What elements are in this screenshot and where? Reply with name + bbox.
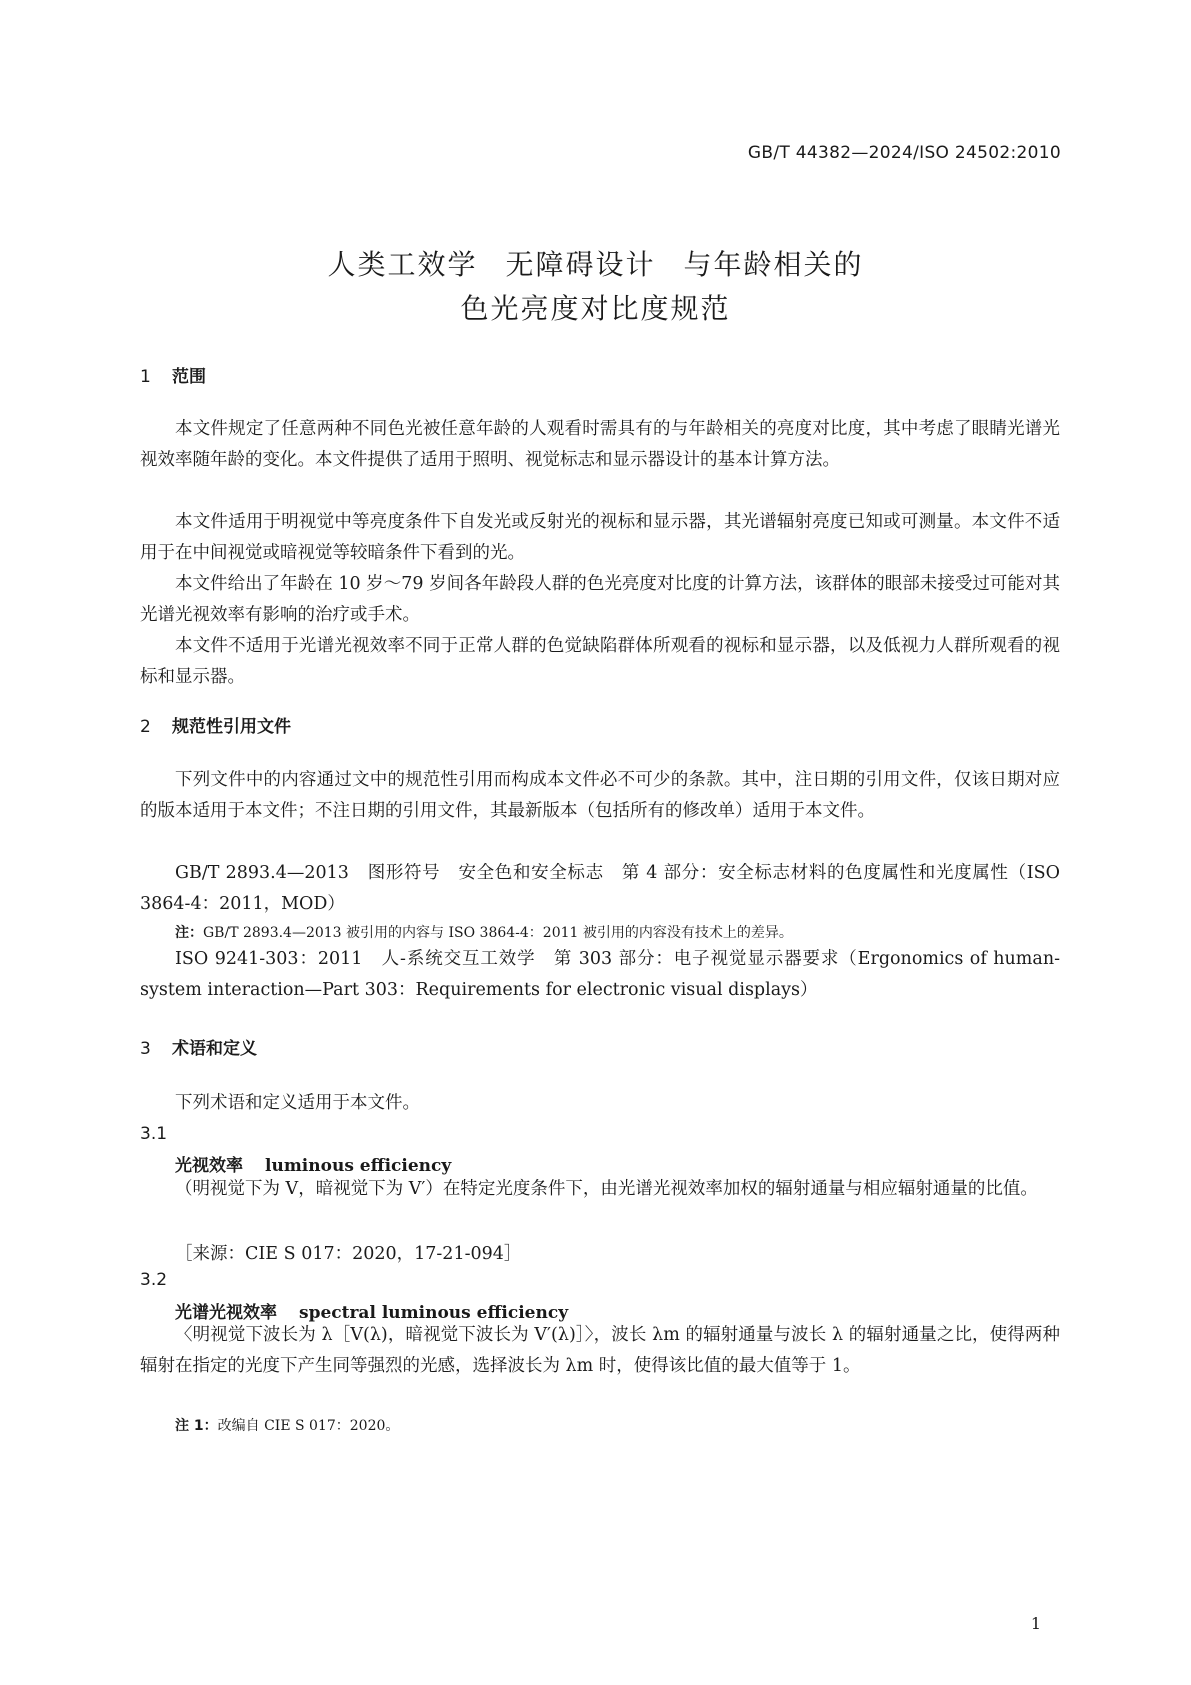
- note-text: 改编自 CIE S 017：2020。: [217, 1418, 400, 1434]
- normative-note: [175, 922, 793, 942]
- term-zh: 光谱光视效率: [175, 1303, 277, 1323]
- document-title-line1: [0, 243, 1191, 283]
- term-3-1-source: ［来源：CIE S 017：2020，17-21-094］: [175, 1244, 522, 1264]
- section-title: 规范性引用文件: [172, 717, 291, 737]
- scope-paragraph-3: 本文件给出了年龄在 10 岁～79 岁间各年龄段人群的色光亮度对比度的计算方法，该群体的眼部未接受过可能对其光谱光视效率有影响的治疗或手术。: [140, 574, 1060, 625]
- scope-paragraph-4: 本文件不适用于光谱光视效率不同于正常人群的色觉缺陷群体所观看的视标和显示器，以及低视力人群所观看的视标和显示器。: [140, 636, 1060, 687]
- normative-reference-2: ISO 9241-303：2011 人-系统交互工效学 第 303 部分：电子视觉显示器要求（Ergonomics of human-system interaction—Part 303：Requirements for electronic visual displays）: [140, 949, 1060, 1000]
- section-title: 术语和定义: [172, 1039, 257, 1059]
- term-3-1: [175, 1151, 451, 1176]
- scope-paragraph-1: 本文件规定了任意两种不同色光被任意年龄的人观看时需具有的与年龄相关的亮度对比度，其中考虑了眼睛光谱光视效率随年龄的变化。本文件提供了适用于照明、视觉标志和显示器设计的基本计算方法。: [140, 419, 1060, 470]
- title-part-1: 人类工效学: [327, 248, 478, 281]
- term-zh: 光视效率: [175, 1156, 243, 1176]
- section-heading-terms: [140, 1034, 257, 1059]
- note-label: 注 1：: [175, 1418, 218, 1434]
- terms-intro: 下列术语和定义适用于本文件。: [175, 1093, 420, 1113]
- page-number: 1: [1030, 1614, 1041, 1633]
- scope-paragraph-2: 本文件适用于明视觉中等亮度条件下自发光或反射光的视标和显示器，其光谱辐射亮度已知或可测量。本文件不适用于在中间视觉或暗视觉等较暗条件下看到的光。: [140, 512, 1060, 563]
- note-text: GB/T 2893.4—2013 被引用的内容与 ISO 3864-4：2011 被引用的内容没有技术上的差异。: [203, 925, 793, 941]
- term-3-2-definition: 〈明视觉下波长为 λ［V(λ)，暗视觉下波长为 V′(λ)］〉，波长 λm 的辐射通量与波长 λ 的辐射通量之比，使得两种辐射在指定的光度下产生同等强烈的光感，选择波长为 λm 时，使得该比值的最大值等于 1。: [140, 1325, 1060, 1376]
- section-number: 2: [140, 717, 151, 737]
- normative-paragraph-1: 下列文件中的内容通过文中的规范性引用而构成本文件必不可少的条款。其中，注日期的引用文件，仅该日期对应的版本适用于本文件；不注日期的引用文件，其最新版本（包括所有的修改单）适用于本文件。: [140, 770, 1060, 821]
- section-title: 范围: [172, 367, 206, 387]
- section-number: 3: [140, 1039, 151, 1059]
- term-number-3-2: 3.2: [140, 1270, 168, 1290]
- title-part-2: 无障碍设计: [505, 248, 656, 281]
- normative-reference-1: GB/T 2893.4—2013 图形符号 安全色和安全标志 第 4 部分：安全标志材料的色度属性和光度属性（ISO 3864-4：2011，MOD）: [140, 863, 1060, 914]
- section-number: 1: [140, 367, 151, 387]
- term-3-1-definition: （明视觉下为 V，暗视觉下为 V′）在特定光度条件下，由光谱光视效率加权的辐射通量与相应辐射通量的比值。: [175, 1179, 1038, 1199]
- term-en: spectral luminous efficiency: [299, 1303, 569, 1323]
- section-heading-normative: [140, 712, 291, 737]
- title-part-3: 与年龄相关的: [683, 248, 864, 281]
- document-code: GB/T 44382—2024/ISO 24502:2010: [747, 143, 1061, 163]
- section-heading-scope: [140, 362, 206, 387]
- term-number-3-1: 3.1: [140, 1124, 168, 1144]
- document-title-line2: 色光亮度对比度规范: [460, 292, 731, 325]
- note-label: 注：: [175, 925, 203, 941]
- term-3-2-note: [175, 1415, 399, 1435]
- term-en: luminous efficiency: [265, 1156, 452, 1176]
